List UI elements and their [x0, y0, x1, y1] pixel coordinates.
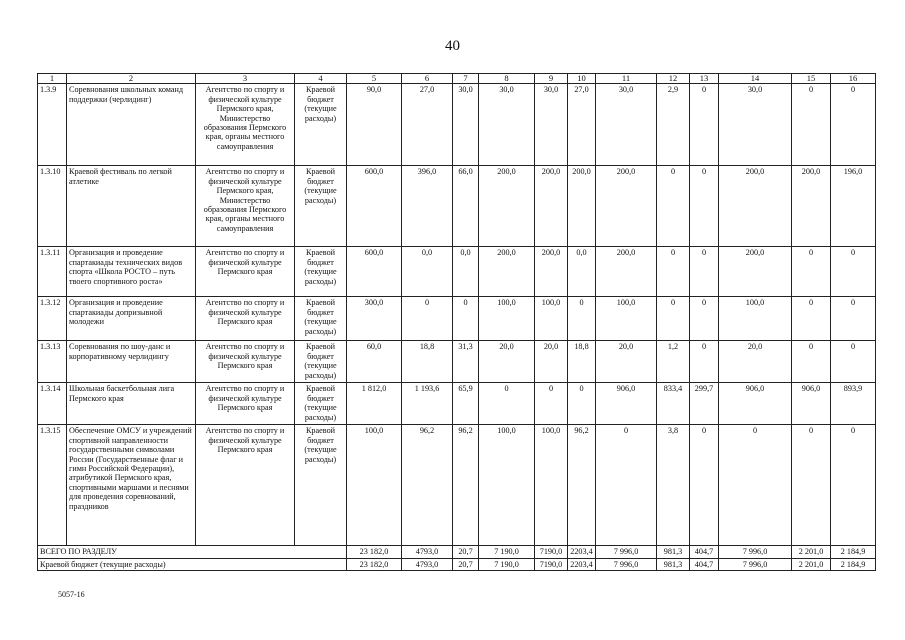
column-number-row: [38, 74, 876, 84]
value-cell: 18,8: [402, 341, 453, 383]
value-cell: 300,0: [347, 297, 402, 341]
value-cell: 0,0: [568, 247, 596, 297]
value-cell: 1 193,6: [402, 383, 453, 425]
table-row: [38, 383, 876, 425]
value-cell: 100,0: [535, 297, 568, 341]
table-row: [38, 425, 876, 546]
column-number: 12: [657, 74, 690, 84]
program-table: [37, 73, 876, 571]
total-value-cell: 2 184,9: [831, 546, 876, 558]
value-cell: 906,0: [596, 383, 657, 425]
value-cell: 0: [792, 425, 831, 546]
value-cell: 0: [690, 341, 719, 383]
total-label: Краевой бюджет (текущие расходы): [38, 558, 347, 570]
value-cell: 3,8: [657, 425, 690, 546]
value-cell: 0: [690, 297, 719, 341]
value-cell: 0: [831, 341, 876, 383]
value-cell: 20,0: [719, 341, 792, 383]
value-cell: 196,0: [831, 166, 876, 247]
value-cell: 2,9: [657, 84, 690, 166]
value-cell: 0: [831, 297, 876, 341]
funding-source: Краевой бюджет (текущие расходы): [295, 166, 347, 247]
total-row: [38, 558, 876, 570]
item-executor: Агентство по спорту и физической культуре Пермского края, Министерство образования Пермского края, органы местного самоуправления: [196, 166, 295, 247]
value-cell: 0: [535, 383, 568, 425]
table-row: [38, 297, 876, 341]
column-number: 16: [831, 74, 876, 84]
value-cell: 600,0: [347, 166, 402, 247]
table-row: [38, 84, 876, 166]
value-cell: 20,0: [596, 341, 657, 383]
value-cell: 31,3: [453, 341, 479, 383]
column-number: 7: [453, 74, 479, 84]
value-cell: 30,0: [596, 84, 657, 166]
value-cell: 200,0: [535, 166, 568, 247]
item-executor: Агентство по спорту и физической культуре Пермского края: [196, 297, 295, 341]
value-cell: 0: [690, 166, 719, 247]
total-value-cell: 7 996,0: [596, 546, 657, 558]
item-code: 1.3.9: [38, 84, 67, 166]
value-cell: 0,0: [453, 247, 479, 297]
value-cell: 65,9: [453, 383, 479, 425]
value-cell: 100,0: [479, 297, 535, 341]
value-cell: 0: [568, 297, 596, 341]
column-number: 3: [196, 74, 295, 84]
item-code: 1.3.10: [38, 166, 67, 247]
item-code: 1.3.12: [38, 297, 67, 341]
value-cell: 0: [831, 84, 876, 166]
value-cell: 0: [831, 425, 876, 546]
column-number: 5: [347, 74, 402, 84]
value-cell: 96,2: [402, 425, 453, 546]
item-name: Организация и проведение спартакиады допризывной молодежи: [67, 297, 196, 341]
value-cell: 96,2: [568, 425, 596, 546]
total-value-cell: 2 184,9: [831, 558, 876, 570]
value-cell: 0: [719, 425, 792, 546]
item-name: Соревнования по шоу-данс и корпоративному черлидингу: [67, 341, 196, 383]
column-number: 8: [479, 74, 535, 84]
total-value-cell: 7190,0: [535, 558, 568, 570]
total-value-cell: 4793,0: [402, 546, 453, 558]
total-value-cell: 7190,0: [535, 546, 568, 558]
column-number: 1: [38, 74, 67, 84]
item-code: 1.3.14: [38, 383, 67, 425]
total-value-cell: 981,3: [657, 558, 690, 570]
value-cell: 0: [402, 297, 453, 341]
value-cell: 0: [568, 383, 596, 425]
value-cell: 30,0: [479, 84, 535, 166]
total-value-cell: 20,7: [453, 546, 479, 558]
value-cell: 66,0: [453, 166, 479, 247]
column-number: 15: [792, 74, 831, 84]
value-cell: 200,0: [568, 166, 596, 247]
value-cell: 0: [479, 383, 535, 425]
value-cell: 100,0: [596, 297, 657, 341]
funding-source: Краевой бюджет (текущие расходы): [295, 341, 347, 383]
total-value-cell: 23 182,0: [347, 546, 402, 558]
value-cell: 299,7: [690, 383, 719, 425]
page-number: 40: [445, 38, 460, 54]
total-value-cell: 2 201,0: [792, 558, 831, 570]
value-cell: 18,8: [568, 341, 596, 383]
column-number: 9: [535, 74, 568, 84]
column-number: 6: [402, 74, 453, 84]
column-number: 2: [67, 74, 196, 84]
value-cell: 0,0: [402, 247, 453, 297]
value-cell: 0: [657, 247, 690, 297]
item-name: Обеспечение ОМСУ и учреждений спортивной направленности государственными символами России (Государственные флаг и гимн Российской Федерации), атрибутикой Пермского края, спортивными маршами и песнями для проведения соревнований, праздников: [67, 425, 196, 546]
column-number: 14: [719, 74, 792, 84]
value-cell: 200,0: [596, 247, 657, 297]
value-cell: 0: [792, 297, 831, 341]
column-number: 4: [295, 74, 347, 84]
document-code: 5057-16: [58, 590, 85, 599]
value-cell: 0: [690, 425, 719, 546]
value-cell: 20,0: [479, 341, 535, 383]
total-value-cell: 404,7: [690, 546, 719, 558]
value-cell: 0: [453, 297, 479, 341]
value-cell: 1,2: [657, 341, 690, 383]
funding-source: Краевой бюджет (текущие расходы): [295, 297, 347, 341]
table-row: [38, 341, 876, 383]
value-cell: 200,0: [719, 247, 792, 297]
value-cell: 0: [657, 166, 690, 247]
value-cell: 20,0: [535, 341, 568, 383]
item-code: 1.3.15: [38, 425, 67, 546]
value-cell: 906,0: [792, 383, 831, 425]
funding-source: Краевой бюджет (текущие расходы): [295, 247, 347, 297]
value-cell: 100,0: [719, 297, 792, 341]
value-cell: 100,0: [479, 425, 535, 546]
item-name: Соревнования школьных команд поддержки (черлидинг): [67, 84, 196, 166]
total-value-cell: 7 190,0: [479, 546, 535, 558]
item-executor: Агентство по спорту и физической культуре Пермского края: [196, 341, 295, 383]
funding-source: Краевой бюджет (текущие расходы): [295, 425, 347, 546]
total-value-cell: 7 996,0: [719, 546, 792, 558]
value-cell: 0: [690, 247, 719, 297]
value-cell: 0: [792, 341, 831, 383]
column-number: 10: [568, 74, 596, 84]
value-cell: 0: [657, 297, 690, 341]
item-executor: Агентство по спорту и физической культуре Пермского края, Министерство образования Пермского края, органы местного самоуправления: [196, 84, 295, 166]
item-executor: Агентство по спорту и физической культуре Пермского края: [196, 247, 295, 297]
value-cell: 906,0: [719, 383, 792, 425]
value-cell: 833,4: [657, 383, 690, 425]
value-cell: 0: [792, 247, 831, 297]
item-code: 1.3.11: [38, 247, 67, 297]
total-value-cell: 4793,0: [402, 558, 453, 570]
value-cell: 90,0: [347, 84, 402, 166]
funding-source: Краевой бюджет (текущие расходы): [295, 383, 347, 425]
value-cell: 100,0: [535, 425, 568, 546]
item-code: 1.3.13: [38, 341, 67, 383]
value-cell: 0: [831, 247, 876, 297]
value-cell: 396,0: [402, 166, 453, 247]
value-cell: 893,9: [831, 383, 876, 425]
total-value-cell: 7 996,0: [596, 558, 657, 570]
value-cell: 100,0: [347, 425, 402, 546]
value-cell: 200,0: [479, 247, 535, 297]
total-value-cell: 7 190,0: [479, 558, 535, 570]
total-value-cell: 981,3: [657, 546, 690, 558]
column-number: 13: [690, 74, 719, 84]
item-name: Организация и проведение спартакиады технических видов спорта «Школа РОСТО – путь твоего спортивного роста»: [67, 247, 196, 297]
value-cell: 200,0: [719, 166, 792, 247]
column-number: 11: [596, 74, 657, 84]
value-cell: 27,0: [568, 84, 596, 166]
funding-source: Краевой бюджет (текущие расходы): [295, 84, 347, 166]
value-cell: 27,0: [402, 84, 453, 166]
table-row: [38, 247, 876, 297]
item-name: Школьная баскетбольная лига Пермского края: [67, 383, 196, 425]
total-row: [38, 546, 876, 558]
value-cell: 96,2: [453, 425, 479, 546]
value-cell: 0: [792, 84, 831, 166]
total-value-cell: 2 201,0: [792, 546, 831, 558]
value-cell: 0: [690, 84, 719, 166]
value-cell: 30,0: [453, 84, 479, 166]
item-executor: Агентство по спорту и физической культуре Пермского края: [196, 425, 295, 546]
value-cell: 30,0: [719, 84, 792, 166]
value-cell: 200,0: [596, 166, 657, 247]
value-cell: 600,0: [347, 247, 402, 297]
total-value-cell: 20,7: [453, 558, 479, 570]
total-value-cell: 23 182,0: [347, 558, 402, 570]
table-row: [38, 166, 876, 247]
value-cell: 200,0: [792, 166, 831, 247]
value-cell: 30,0: [535, 84, 568, 166]
value-cell: 200,0: [535, 247, 568, 297]
total-value-cell: 404,7: [690, 558, 719, 570]
total-value-cell: 2203,4: [568, 546, 596, 558]
total-label: ВСЕГО ПО РАЗДЕЛУ: [38, 546, 347, 558]
value-cell: 0: [596, 425, 657, 546]
total-value-cell: 7 996,0: [719, 558, 792, 570]
item-executor: Агентство по спорту и физической культуре Пермского края: [196, 383, 295, 425]
item-name: Краевой фестиваль по легкой атлетике: [67, 166, 196, 247]
value-cell: 1 812,0: [347, 383, 402, 425]
value-cell: 60,0: [347, 341, 402, 383]
value-cell: 200,0: [479, 166, 535, 247]
total-value-cell: 2203,4: [568, 558, 596, 570]
